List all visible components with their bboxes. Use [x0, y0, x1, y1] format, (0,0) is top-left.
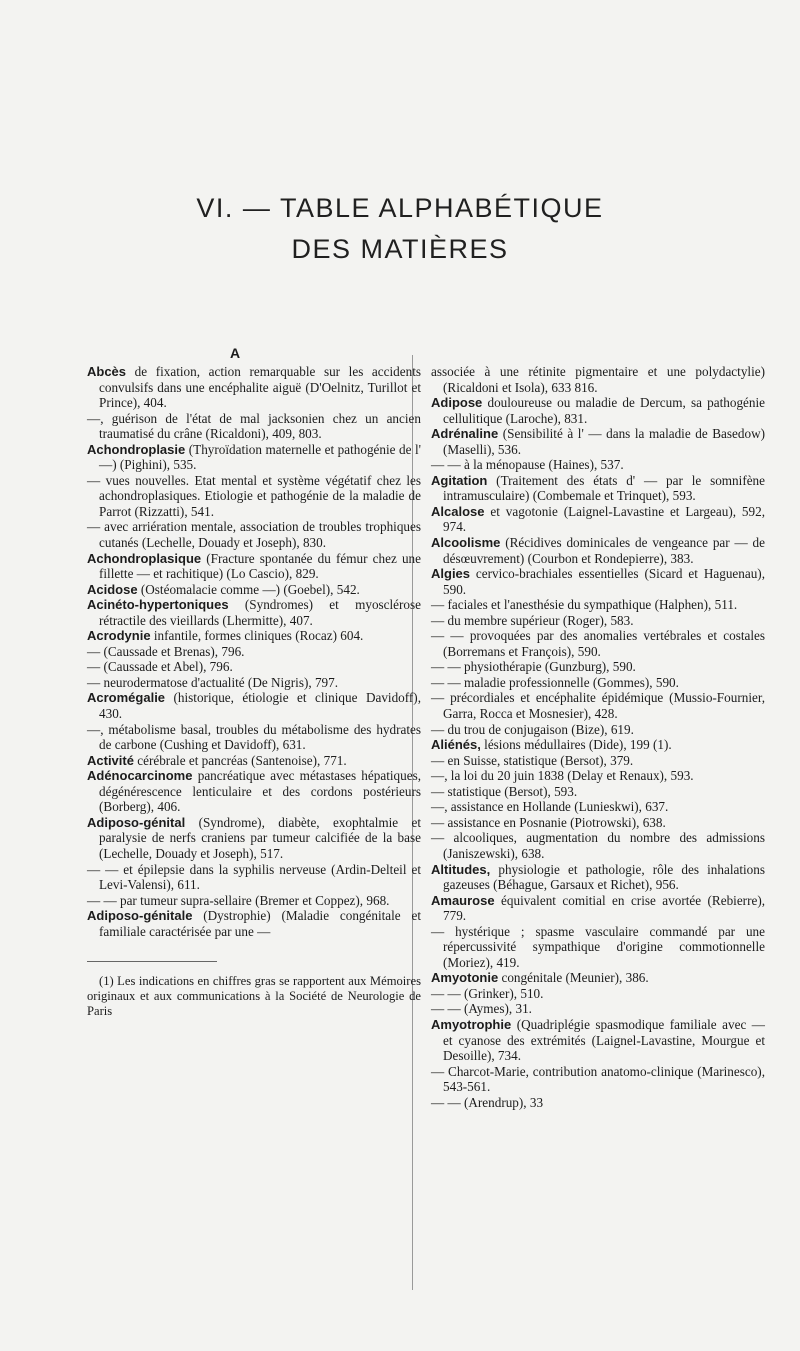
index-entry-text: (Dystrophie) (Maladie congénitale et familiale caractérisée par une —	[99, 908, 421, 939]
index-entry	[431, 1017, 765, 1064]
index-entry	[431, 830, 765, 861]
index-entry-text: lésions médullaires (Dide), 199 (1).	[484, 737, 672, 753]
index-entry-text: — — provoquées par des anomalies vertébrales et costales (Borremans et François), 590.	[431, 628, 765, 659]
index-entry-text: — (Caussade et Abel), 796.	[87, 659, 233, 675]
index-entry-text: —, assistance en Hollande (Lunieskwi), 637.	[431, 799, 669, 815]
index-headword: Activité	[87, 752, 134, 768]
index-entry	[431, 970, 765, 986]
index-entry-text: cervico-brachiales essentielles (Sicard et Haguenau), 590.	[443, 566, 765, 597]
index-headword: Alcoolisme	[431, 535, 501, 551]
index-entry	[431, 473, 765, 504]
right-column	[431, 364, 765, 1110]
index-entry-text: congénitale (Meunier), 386.	[501, 970, 649, 986]
index-entry	[431, 364, 765, 395]
index-headword: Adrénaline	[431, 426, 499, 442]
footnote-separator	[87, 961, 217, 962]
index-entry	[431, 768, 765, 784]
index-entry-text: physiologie et pathologie, rôle des inhalations gazeuses (Béhague, Garsaux et Richet), 956.	[443, 861, 765, 893]
index-entry	[431, 457, 765, 473]
index-entry	[87, 675, 421, 691]
index-headword: Alcalose	[431, 503, 485, 519]
index-entry	[431, 395, 765, 426]
index-headword: Adénocarcinome	[87, 768, 193, 784]
index-entry-text: (Syndrome), diabète, exophtalmie et paralysie de nerfs craniens par tumeur calcifiée de la base (Lechelle, Douady et Joseph), 517.	[99, 814, 421, 861]
index-entry	[431, 753, 765, 769]
index-entry-text: (Ostéomalacie comme —) (Goebel), 542.	[140, 581, 360, 597]
index-entry	[87, 659, 421, 675]
index-entry	[431, 815, 765, 831]
index-headword: Achondroplasie	[87, 441, 186, 457]
index-entry	[87, 722, 421, 753]
index-entry-text: — — et épilepsie dans la syphilis nerveuse (Ardin-Delteil et Levi-Valensi), 611.	[87, 861, 421, 893]
index-entry	[431, 737, 765, 753]
index-entry	[87, 551, 421, 582]
index-entry-text: (Syndromes) et myosclérose rétractile des vieillards (Lhermitte), 407.	[99, 597, 422, 628]
index-entry	[87, 597, 421, 628]
index-entry	[87, 690, 421, 721]
index-entry-text: (historique, étiologie et clinique Davidoff), 430.	[99, 690, 421, 722]
index-entry-text: — vues nouvelles. Etat mental et système végétatif chez les achondroplasiques. Etiologie et pathogénie de la maladie de Parrot (Rizzatti), 541.	[87, 472, 421, 519]
index-entry-text: (Traitement des états d' — par le somnifène intramusculaire) (Combemale et Trinquet), 593.	[443, 472, 766, 504]
index-entry	[431, 799, 765, 815]
index-headword: Acrodynie	[87, 628, 151, 644]
index-entry-text: — assistance en Posnanie (Piotrowski), 638.	[431, 814, 666, 830]
index-entry	[87, 644, 421, 660]
index-entry	[87, 628, 421, 644]
index-entry-text: — — à la ménopause (Haines), 537.	[431, 457, 624, 473]
index-entry	[431, 784, 765, 800]
index-entry-text: infantile, formes cliniques (Rocaz) 604.	[153, 628, 364, 644]
index-entry	[87, 519, 421, 550]
index-headword: Adiposo-génitale	[87, 908, 193, 924]
index-headword: Aliénés,	[431, 737, 481, 753]
index-headword: Altitudes,	[431, 861, 491, 877]
index-entry-text: — — (Arendrup), 33	[431, 1094, 544, 1110]
index-entry-text: — — physiothérapie (Gunzburg), 590.	[431, 659, 636, 675]
index-entry	[431, 986, 765, 1002]
index-entry-text: de fixation, action remarquable sur les accidents convulsifs dans une encéphalite aiguë (D'Oelnitz, Turillot et Prince), 404.	[99, 364, 421, 411]
index-headword: Amyotonie	[431, 970, 499, 986]
index-entry	[431, 566, 765, 597]
index-entry-text: — statistique (Bersot), 593.	[431, 783, 578, 799]
index-entry-text: — — (Grinker), 510.	[431, 985, 544, 1001]
index-entry	[431, 659, 765, 675]
index-entry	[431, 1095, 765, 1111]
index-entry	[431, 628, 765, 659]
index-entry-text: — Charcot-Marie, contribution anatomo-clinique (Marinesco), 543-561.	[431, 1063, 765, 1095]
index-entry	[431, 675, 765, 691]
index-entry-text: — précordiales et encéphalite épidémique (Mussio-Fournier, Garra, Rocca et Mosnesier), 428.	[431, 690, 765, 722]
index-headword: Amyotrophie	[431, 1016, 512, 1032]
index-entry	[431, 613, 765, 629]
index-entry	[431, 535, 765, 566]
index-entry	[431, 597, 765, 613]
index-entry-text: — — (Aymes), 31.	[431, 1001, 532, 1017]
index-entry-text: (Fracture spontanée du fémur chez une fillette — et rachitique) (Lo Cascio), 829.	[99, 550, 421, 582]
index-entry-text: — avec arriération mentale, association de troubles trophiques cutanés (Lechelle, Douady et Joseph), 830.	[87, 519, 421, 551]
index-entry	[431, 1064, 765, 1095]
index-entry	[87, 908, 421, 939]
index-entry	[87, 411, 421, 442]
page-title-line-2: DES MATIÈRES	[291, 234, 509, 264]
index-entry-text: — alcooliques, augmentation du nombre des admissions (Janiszewski), 638.	[431, 830, 765, 861]
index-entry-text: (Thyroïdation maternelle et pathogénie de l' —) (Pighini), 535.	[99, 441, 421, 473]
index-entry-text: — neurodermatose d'actualité (De Nigris), 797.	[87, 674, 339, 690]
index-entry	[431, 862, 765, 893]
page-title-line-1: VI. — TABLE ALPHABÉTIQUE	[196, 193, 604, 223]
index-entry	[87, 473, 421, 520]
index-entry-text: équivalent comitial en crise avortée (Rebierre), 779.	[443, 892, 766, 924]
index-headword: Acidose	[87, 581, 138, 597]
index-entry	[87, 893, 421, 909]
index-entry-text: cérébrale et pancréas (Santenoise), 771.	[137, 752, 347, 768]
index-entry-text: pancréatique avec métastases hépatiques, dégénérescence lenticulaire et des cordons postérieurs (Borberg), 406.	[99, 768, 421, 815]
index-headword: Adipose	[431, 395, 483, 411]
index-entry-text: —, la loi du 20 juin 1838 (Delay et Renaux), 593.	[431, 768, 694, 784]
index-entry	[431, 690, 765, 721]
index-entry	[431, 893, 765, 924]
left-column	[87, 364, 421, 1019]
index-entry	[87, 768, 421, 815]
index-entry-text: (Quadriplégie spasmodique familiale avec — et cyanose des extrémités (Laignel-Lavastine, Mourgue et Desoille), 734.	[443, 1016, 765, 1064]
index-entry-text: douloureuse ou maladie de Dercum, sa pathogénie cellulitique (Laroche), 831.	[443, 395, 765, 426]
index-headword: Acinéto-hypertoniques	[87, 597, 229, 613]
index-entry-text: —, métabolisme basal, troubles du métabolisme des hydrates de carbone (Cushing et Davidoff), 631.	[87, 721, 421, 753]
footnote: (1) Les indications en chiffres gras se rapportent aux Mémoires originaux et aux communications à la Société de Neurologie de Paris	[87, 974, 421, 1019]
index-entry	[87, 364, 421, 411]
index-entry	[431, 722, 765, 738]
index-entry-text: — faciales et l'anesthésie du sympathique (Halphen), 511.	[431, 597, 738, 613]
index-headword: Abcès	[87, 364, 127, 379]
index-headword: Acromégalie	[87, 690, 166, 706]
index-headword: Adiposo-génital	[87, 814, 186, 830]
index-entry-text: — hystérique ; spasme vasculaire commandé par une répercussivité sympathique d'origine commotionnelle (Moriez), 419.	[431, 923, 765, 970]
index-entry	[431, 924, 765, 971]
index-headword: Achondroplasique	[87, 550, 202, 566]
index-entry-text: (Récidives dominicales de vengeance par — de désœuvrement) (Courbon et Rondepierre), 383.	[443, 535, 765, 566]
index-entry	[87, 582, 421, 598]
index-entry-text: — (Caussade et Brenas), 796.	[87, 643, 245, 659]
index-headword: Agitation	[431, 472, 488, 488]
index-entry	[87, 442, 421, 473]
index-entry-text: associée à une rétinite pigmentaire et une polydactylie) (Ricaldoni et Isola), 633 816.	[431, 364, 765, 395]
index-entry-text: — du membre supérieur (Roger), 583.	[431, 612, 634, 628]
index-entry	[87, 753, 421, 769]
index-headword: Algies	[431, 566, 471, 582]
index-entry	[87, 862, 421, 893]
index-entry-text: (Sensibilité à l' — dans la maladie de Basedow) (Maselli), 536.	[443, 426, 766, 457]
index-entry	[431, 426, 765, 457]
section-letter: A	[229, 345, 241, 361]
index-entry-text: et vagotonie (Laignel-Lavastine et Largeau), 592, 974.	[443, 503, 765, 535]
index-headword: Amaurose	[431, 892, 495, 908]
index-entry	[431, 504, 765, 535]
index-entry-text: — du trou de conjugaison (Bize), 619.	[431, 721, 634, 737]
index-entry-text: — — maladie professionnelle (Gommes), 590.	[431, 674, 679, 690]
index-entry	[87, 815, 421, 862]
index-entry-text: —, guérison de l'état de mal jacksonien chez un ancien traumatisé du crâne (Ricaldoni), 409, 803.	[87, 410, 421, 442]
index-entry	[431, 1001, 765, 1017]
index-entry-text: — en Suisse, statistique (Bersot), 379.	[431, 752, 634, 768]
index-entry-text: — — par tumeur supra-sellaire (Bremer et Coppez), 968.	[87, 892, 390, 908]
